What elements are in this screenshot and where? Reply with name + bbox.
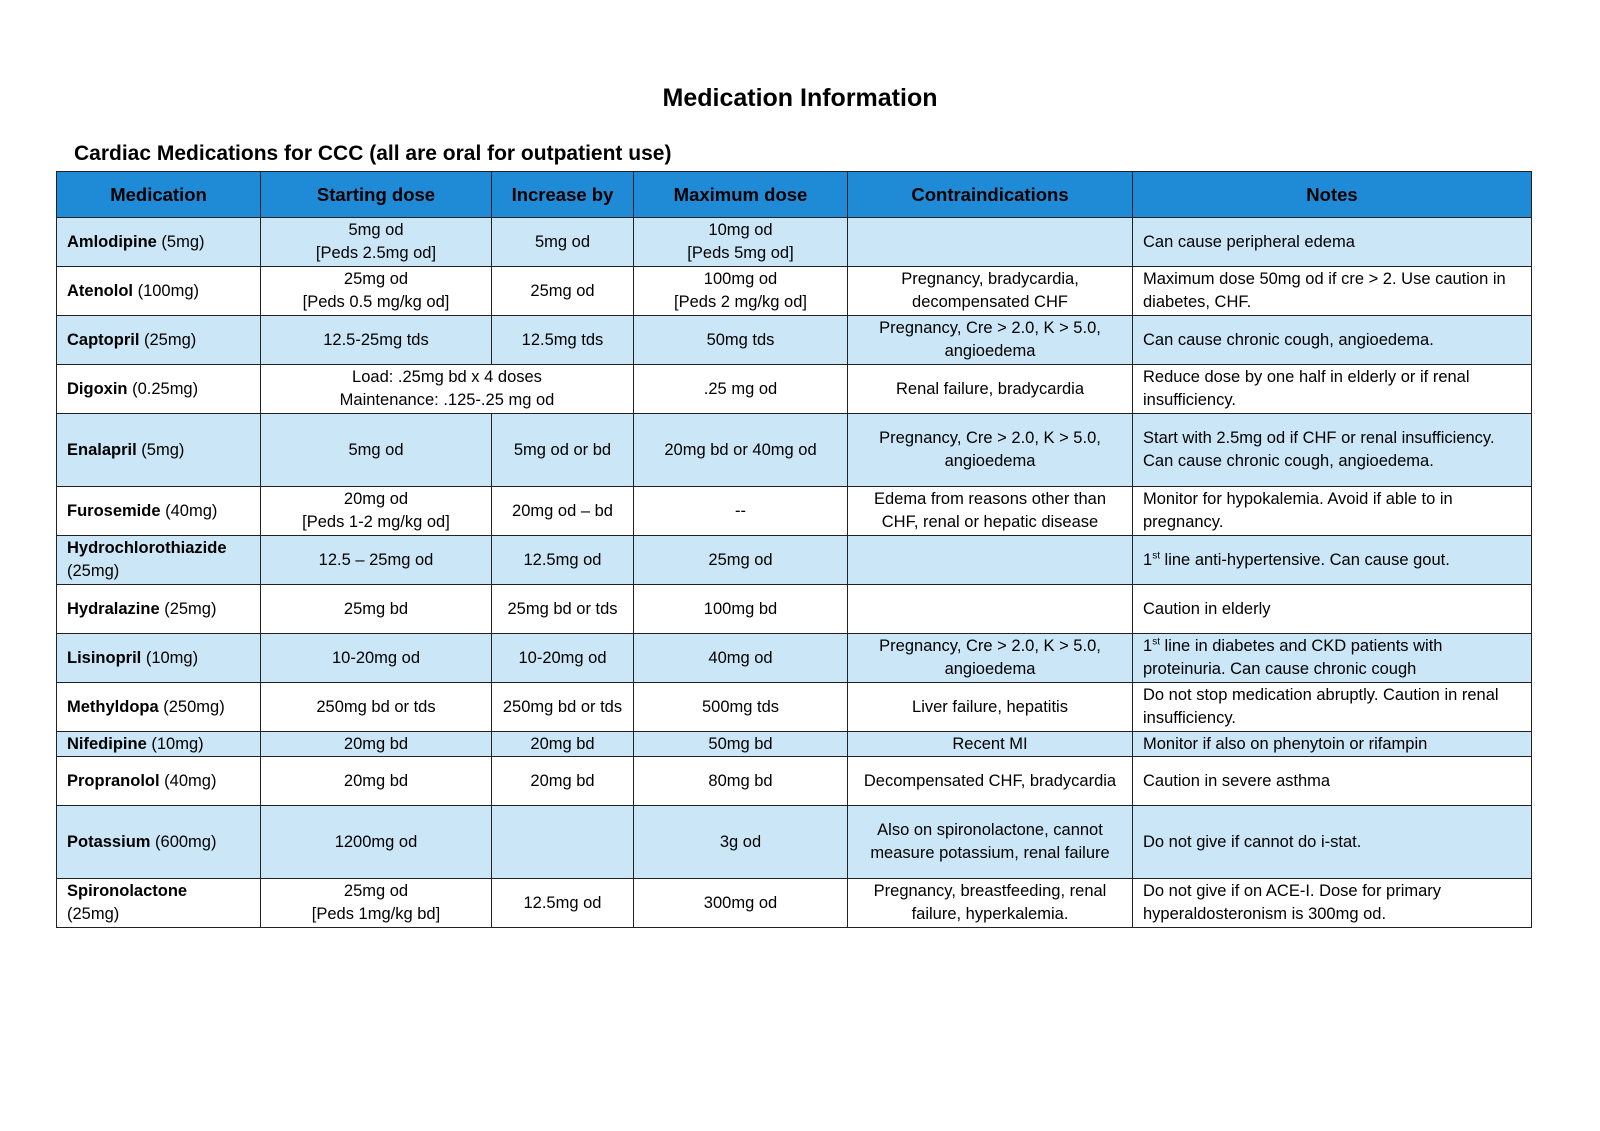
drug-name: Atenolol [67,281,133,300]
drug-strength: (250mg) [158,697,225,716]
table-row [57,634,1532,683]
table-row [57,218,1532,267]
contraindications-cell: Pregnancy, breastfeeding, renal failure, hyperkalemia. [848,879,1133,928]
page-title: Medication Information [662,84,938,112]
starting-dose-cell: 20mg bd [261,757,492,806]
table-row [57,487,1532,536]
drug-name: Hydrochlorothiazide [67,539,227,557]
maximum-dose-cell: 500mg tds [634,683,848,732]
drug-name: Captopril [67,330,140,349]
notes-cell: Caution in severe asthma [1133,757,1532,806]
increase-by-cell: 5mg od or bd [492,414,634,487]
notes-cell [1133,634,1532,683]
contraindications-cell: Decompensated CHF, bradycardia [848,757,1133,806]
contraindications-cell: Recent MI [848,732,1133,757]
drug-name: Lisinopril [67,648,142,667]
starting-dose-cell: 5mg od [Peds 2.5mg od] [261,218,492,267]
drug-name: Enalapril [67,440,137,459]
header-contraindications: Contraindications [848,172,1133,218]
drug-name: Methyldopa [67,697,159,716]
starting-dose-cell: 25mg bd [261,585,492,634]
increase-by-cell: 25mg od [492,267,634,316]
table-row [57,732,1532,757]
medication-cell [57,732,261,757]
drug-name: Nifedipine [67,734,147,753]
drug-name: Propranolol [67,771,160,790]
drug-name: Furosemide [67,501,161,520]
drug-strength: (25mg) [139,330,197,349]
increase-by-cell: 20mg bd [492,732,634,757]
drug-strength: (5mg) [156,232,205,251]
starting-dose-cell: 1200mg od [261,806,492,879]
notes-cell: Maximum dose 50mg od if cre > 2. Use caution in diabetes, CHF. [1133,267,1532,316]
drug-strength: (25mg) [67,562,120,580]
maximum-dose-cell: 20mg bd or 40mg od [634,414,848,487]
medication-cell [57,316,261,365]
notes-cell [1133,536,1532,585]
increase-by-cell: 25mg bd or tds [492,585,634,634]
increase-by-cell: 20mg od – bd [492,487,634,536]
increase-by-cell: 12.5mg od [492,879,634,928]
drug-strength: (5mg) [136,440,185,459]
drug-strength: (40mg) [160,501,218,520]
header-starting-dose: Starting dose [261,172,492,218]
increase-by-cell [492,806,634,879]
notes-cell: Reduce dose by one half in elderly or if renal insufficiency. [1133,365,1532,414]
contraindications-cell [848,218,1133,267]
maximum-dose-cell: 100mg bd [634,585,848,634]
medication-cell [57,757,261,806]
starting-dose-cell: 25mg od [Peds 1mg/kg bd] [261,879,492,928]
maximum-dose-cell: 80mg bd [634,757,848,806]
notes-ordinal-number: 1 [1143,550,1153,569]
maximum-dose-cell: -- [634,487,848,536]
medication-cell [57,806,261,879]
increase-by-cell: 10-20mg od [492,634,634,683]
drug-name: Spironolactone [67,882,188,900]
notes-cell: Start with 2.5mg od if CHF or renal insufficiency. Can cause chronic cough, angioedema. [1133,414,1532,487]
starting-dose-cell: 12.5 – 25mg od [261,536,492,585]
notes-cell: Caution in elderly [1133,585,1532,634]
starting-dose-cell: 20mg bd [261,732,492,757]
notes-cell: Can cause chronic cough, angioedema. [1133,316,1532,365]
maximum-dose-cell: 50mg bd [634,732,848,757]
contraindications-cell: Pregnancy, Cre > 2.0, K > 5.0, angioedema [848,634,1133,683]
medication-cell [57,585,261,634]
drug-name: Hydralazine [67,599,160,618]
notes-ordinal-suffix: st [1152,550,1160,561]
drug-name: Amlodipine [67,232,157,251]
increase-by-cell: 20mg bd [492,757,634,806]
maximum-dose-cell: 50mg tds [634,316,848,365]
increase-by-cell: 250mg bd or tds [492,683,634,732]
table-row [57,365,1532,414]
notes-cell: Monitor if also on phenytoin or rifampin [1133,732,1532,757]
contraindications-cell: Liver failure, hepatitis [848,683,1133,732]
medication-cell [57,683,261,732]
notes-cell: Do not give if cannot do i-stat. [1133,806,1532,879]
header-medication: Medication [57,172,261,218]
table-row [57,536,1532,585]
increase-by-cell: 12.5mg od [492,536,634,585]
notes-cell: Monitor for hypokalemia. Avoid if able to in pregnancy. [1133,487,1532,536]
notes-cell: Can cause peripheral edema [1133,218,1532,267]
maximum-dose-cell: 100mg od [Peds 2 mg/kg od] [634,267,848,316]
drug-strength: (600mg) [150,832,217,851]
table-header-row [57,172,1532,218]
drug-strength: (25mg) [67,905,120,923]
header-increase-by: Increase by [492,172,634,218]
medication-cell [57,536,261,585]
notes-cell: Do not stop medication abruptly. Caution in renal insufficiency. [1133,683,1532,732]
table-row [57,806,1532,879]
medication-cell [57,218,261,267]
table-row [57,316,1532,365]
contraindications-cell: Edema from reasons other than CHF, renal or hepatic disease [848,487,1133,536]
medication-cell [57,267,261,316]
medication-cell [57,414,261,487]
drug-strength: (10mg) [146,734,204,753]
notes-text: line anti-hypertensive. Can cause gout. [1159,550,1450,569]
table-row [57,879,1532,928]
medication-cell [57,365,261,414]
drug-strength: (100mg) [133,281,200,300]
table-row [57,683,1532,732]
medication-table [56,171,1532,928]
maximum-dose-cell: 25mg od [634,536,848,585]
notes-text: line in diabetes and CKD patients with proteinuria. Can cause chronic cough [1143,637,1443,678]
starting-dose-cell: 250mg bd or tds [261,683,492,732]
table-row [57,267,1532,316]
contraindications-cell: Also on spironolactone, cannot measure potassium, renal failure [848,806,1133,879]
increase-by-cell: 12.5mg tds [492,316,634,365]
section-heading: Cardiac Medications for CCC (all are oral for outpatient use) [74,142,672,165]
drug-name: Potassium [67,832,151,851]
drug-strength: (40mg) [159,771,217,790]
medication-cell [57,634,261,683]
notes-ordinal-number: 1 [1143,637,1153,655]
medication-cell [57,487,261,536]
contraindications-cell: Pregnancy, Cre > 2.0, K > 5.0, angioedema [848,316,1133,365]
table-row [57,414,1532,487]
contraindications-cell: Pregnancy, Cre > 2.0, K > 5.0, angioedema [848,414,1133,487]
starting-dose-cell: 25mg od [Peds 0.5 mg/kg od] [261,267,492,316]
starting-dose-cell: 20mg od [Peds 1-2 mg/kg od] [261,487,492,536]
drug-strength: (0.25mg) [127,379,199,398]
drug-strength: (25mg) [159,599,217,618]
header-maximum-dose: Maximum dose [634,172,848,218]
maximum-dose-cell: .25 mg od [634,365,848,414]
notes-ordinal-suffix: st [1152,636,1160,648]
contraindications-cell [848,585,1133,634]
maximum-dose-cell: 300mg od [634,879,848,928]
maximum-dose-cell: 10mg od [Peds 5mg od] [634,218,848,267]
medication-cell [57,879,261,928]
increase-by-cell: 5mg od [492,218,634,267]
maximum-dose-cell: 40mg od [634,634,848,683]
contraindications-cell: Renal failure, bradycardia [848,365,1133,414]
contraindications-cell [848,536,1133,585]
starting-dose-cell: 10-20mg od [261,634,492,683]
table-row [57,757,1532,806]
drug-name: Digoxin [67,379,128,398]
notes-cell: Do not give if on ACE-I. Dose for primary hyperaldosteronism is 300mg od. [1133,879,1532,928]
starting-dose-cell: 12.5-25mg tds [261,316,492,365]
maximum-dose-cell: 3g od [634,806,848,879]
starting-dose-merged-cell: Load: .25mg bd x 4 doses Maintenance: .125-.25 mg od [261,365,634,414]
contraindications-cell: Pregnancy, bradycardia, decompensated CHF [848,267,1133,316]
header-notes: Notes [1133,172,1532,218]
starting-dose-cell: 5mg od [261,414,492,487]
drug-strength: (10mg) [141,648,199,667]
table-row [57,585,1532,634]
